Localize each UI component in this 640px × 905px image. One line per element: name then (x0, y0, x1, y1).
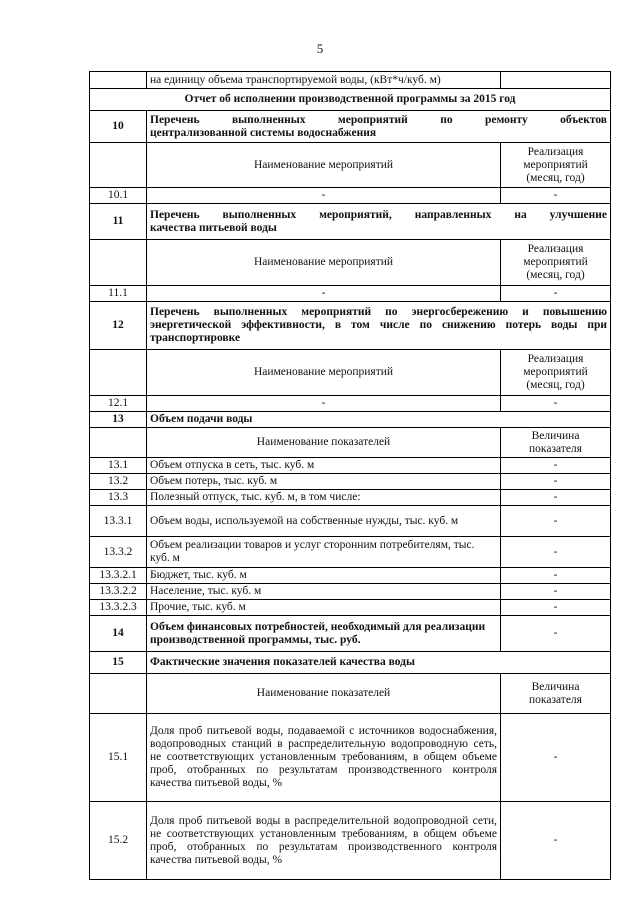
row-name: Объем воды, используемой на собственные нужды, тыс. куб. м (147, 506, 501, 537)
section-header-row (90, 204, 611, 240)
column-header-implementation: Реализация мероприятий (месяц, год) (501, 350, 611, 396)
row-name: Доля проб питьевой воды, подаваемой с источников водоснабжения, водопроводных станций в распределительную водопроводную сеть, не соответствующих установленным требованиям, в общем объеме проб, отобранных по результатам производственного контроля качества питьевой воды, % (147, 714, 501, 802)
table-row (90, 568, 611, 584)
row-name: Объем отпуска в сеть, тыс. куб. м (147, 458, 501, 474)
section-title: Перечень выполненных мероприятий по энергосбережению и повышению энергетической эффективности, в том числе по снижению потерь воды при транспортировке (147, 302, 611, 350)
section-header-row (90, 652, 611, 674)
section-title: Объем подачи воды (147, 412, 611, 428)
row-value: - (501, 600, 611, 616)
column-header-name: Наименование мероприятий (147, 143, 501, 188)
row-value: - (501, 458, 611, 474)
row-number: 13.3.2.2 (90, 584, 147, 600)
table-row (90, 600, 611, 616)
section-header-row (90, 412, 611, 428)
row-name: Население, тыс. куб. м (147, 584, 501, 600)
column-header-name: Наименование показателей (147, 674, 501, 714)
column-header-row (90, 674, 611, 714)
row-name: Объем реализации товаров и услуг сторонним потребителям, тыс. куб. м (147, 537, 501, 568)
row-text: на единицу объема транспортируемой воды, (кВт*ч/куб. м) (147, 72, 501, 89)
row-value: - (501, 506, 611, 537)
row-name: Объем потерь, тыс. куб. м (147, 474, 501, 490)
report-title: Отчет об исполнении производственной программы за 2015 год (90, 89, 611, 111)
row-name: - (147, 396, 501, 412)
row-number: 15.1 (90, 714, 147, 802)
page-number: 5 (316, 41, 324, 56)
section-number: 13 (90, 412, 147, 428)
row-value: - (501, 286, 611, 302)
column-header-implementation: Реализация мероприятий (месяц, год) (501, 240, 611, 286)
row-number: 13.3 (90, 490, 147, 506)
row-number: 10.1 (90, 188, 147, 204)
row-number: 13.2 (90, 474, 147, 490)
section-number: 15 (90, 652, 147, 674)
row-number: 11.1 (90, 286, 147, 302)
section-header-row (90, 111, 611, 143)
column-header-name: Наименование показателей (147, 428, 501, 458)
production-program-report-table (89, 71, 611, 880)
section-number: 12 (90, 302, 147, 350)
table-row (90, 72, 611, 89)
row-number: 13.3.2 (90, 537, 147, 568)
table-row (90, 89, 611, 111)
column-header-row (90, 143, 611, 188)
row-name: Полезный отпуск, тыс. куб. м, в том числе: (147, 490, 501, 506)
table-row (90, 474, 611, 490)
row-name: Прочие, тыс. куб. м (147, 600, 501, 616)
row-number: 13.3.2.1 (90, 568, 147, 584)
section-title: Объем финансовых потребностей, необходимый для реализации производственной программы, тыс. руб. (147, 616, 501, 652)
column-header-name: Наименование мероприятий (147, 350, 501, 396)
row-value: - (501, 584, 611, 600)
section-title: Перечень выполненных мероприятий, направленных на улучшение качества питьевой воды (147, 204, 611, 240)
row-value: - (501, 396, 611, 412)
row-name: - (147, 286, 501, 302)
column-header-name: Наименование мероприятий (147, 240, 501, 286)
row-value: - (501, 802, 611, 880)
table-row (90, 506, 611, 537)
column-header-row (90, 428, 611, 458)
section-title: Перечень выполненных мероприятий по ремонту объектов централизованной системы водоснабжения (147, 111, 611, 143)
row-number: 13.3.2.3 (90, 600, 147, 616)
row-value: - (501, 568, 611, 584)
row-value: - (501, 474, 611, 490)
table-row (90, 490, 611, 506)
row-value: - (501, 490, 611, 506)
table-row (90, 396, 611, 412)
row-name: - (147, 188, 501, 204)
column-header-row (90, 350, 611, 396)
row-value: - (501, 188, 611, 204)
row-name: Доля проб питьевой воды в распределительной водопроводной сети, не соответствующих установленным требованиям, в общем объеме проб, отобранных по результатам производственного контроля качества питьевой воды, % (147, 802, 501, 880)
column-header-value: Величина показателя (501, 428, 611, 458)
table-row (90, 802, 611, 880)
table-row (90, 714, 611, 802)
row-name: Бюджет, тыс. куб. м (147, 568, 501, 584)
table-row (90, 286, 611, 302)
table-row (90, 584, 611, 600)
column-header-value: Величина показателя (501, 674, 611, 714)
column-header-implementation: Реализация мероприятий (месяц, год) (501, 143, 611, 188)
section-header-row (90, 302, 611, 350)
section-number: 10 (90, 111, 147, 143)
row-number: 12.1 (90, 396, 147, 412)
section-title: Фактические значения показателей качества воды (147, 652, 611, 674)
column-header-row (90, 240, 611, 286)
table-row (90, 537, 611, 568)
row-value: - (501, 714, 611, 802)
section-header-row (90, 616, 611, 652)
table-row (90, 458, 611, 474)
row-number: 13.3.1 (90, 506, 147, 537)
table-row (90, 188, 611, 204)
section-number: 14 (90, 616, 147, 652)
row-value: - (501, 616, 611, 652)
section-number: 11 (90, 204, 147, 240)
row-number: 13.1 (90, 458, 147, 474)
row-value: - (501, 537, 611, 568)
row-number: 15.2 (90, 802, 147, 880)
